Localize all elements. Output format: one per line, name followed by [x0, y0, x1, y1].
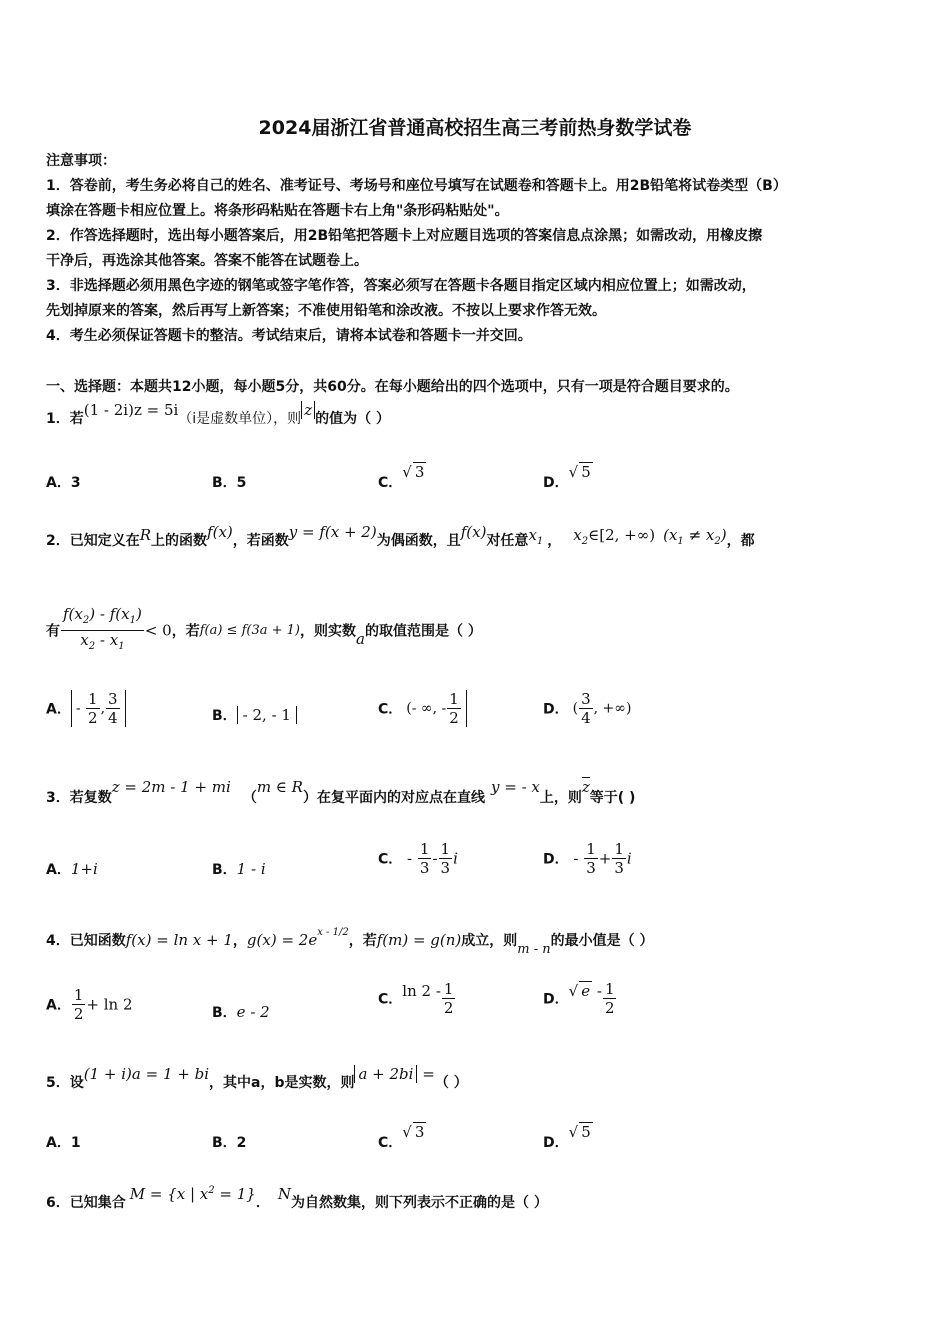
notice-line: 4．考生必须保证答题卡的整洁。考试结束后，请将本试卷和答题卡一并交回。 — [46, 328, 532, 344]
notice-line: 干净后，再选涂其他答案。答案不能答在试题卷上。 — [46, 253, 368, 269]
section-heading: 一、选择题：本题共12小题，每小题5分，共60分。在每小题给出的四个选项中，只有一项是符合题目要求的。 — [46, 379, 739, 395]
q2-condition: 有 $\frac{f(x_2) - f(x_1)}{x_2 - x_1}$ < 0，若f(a) ≤ f(3a + 1)，则实数a的取值范围是（ ） — [46, 605, 482, 656]
question-3: 3．若复数z = 2m - 1 + mi（m ∈ R）在复平面内的对应点在直线y = - x上，则z等于( ) — [46, 778, 636, 806]
q4-option-a[interactable]: A． $\frac{1}{2}$ + ln 2 — [46, 986, 133, 1023]
q1-equation: (1 - 2i)z = 5i — [83, 401, 179, 419]
notice-line: 3．非选择题必须用黑色字迹的钢笔或签字笔作答，答案必须写在答题卡各题目指定区域内相应位置上；如需改动， — [46, 278, 756, 294]
q1-option-b[interactable]: B．5 — [212, 475, 247, 491]
notice-line: 先划掉原来的答案，然后再写上新答案；不准使用铅笔和涂改液。不按以上要求作答无效。 — [46, 303, 606, 319]
question-4: 4．已知函数f(x) = ln x + 1，$g(x) = 2e^{x - 1/2}$，若f(m) = g(n)成立，则m - n的最小值是（ ） — [46, 927, 654, 957]
question-6: 6．已知集合 M = {x | $x^2 = 1$}． N为自然数集，则下列表示不正确的是（ ） — [46, 1185, 548, 1211]
q4-option-b[interactable]: B．e - 2 — [212, 1003, 270, 1021]
notice-heading: 注意事项： — [46, 153, 116, 169]
notice-line: 1．答卷前，考生务必将自己的姓名、准考证号、考场号和座位号填写在试题卷和答题卡上。用2B铅笔将试卷类型（B） — [46, 178, 787, 194]
question-2: 2．已知定义在R上的函数f(x)，若函数y = f(x + 2)为偶函数，且f(x)对任意$x_1$ ， $x_2\in[2$, +∞) $(x_1 \ne x_2)$，都 — [46, 523, 755, 549]
q1-option-c[interactable]: C．√ 3 — [378, 463, 425, 491]
q5-option-b[interactable]: B．2 — [212, 1135, 247, 1151]
exam-title: 2024届浙江省普通高校招生高三考前热身数学试卷 — [258, 117, 692, 139]
q5-option-c[interactable]: C．√ 3 — [378, 1123, 425, 1151]
q5-option-d[interactable]: D．√ 5 — [543, 1123, 591, 1151]
q3-option-d[interactable]: D． - $\frac{1}{3}$ + $\frac{1}{3}$ i — [543, 840, 632, 877]
q1-option-d[interactable]: D．√ 5 — [543, 463, 591, 491]
q4-option-d[interactable]: D．√ e - $\frac{1}{2}$ — [543, 980, 615, 1017]
q2-option-a[interactable]: A． - $\frac{1}{2}$ , $\frac{3}{4}$ — [46, 690, 126, 727]
q2-option-c[interactable]: C． (- ∞, - $\frac{1}{2}$ — [378, 690, 467, 727]
q3-option-b[interactable]: B．1 - i — [212, 860, 266, 878]
q1-modulus: z — [301, 401, 315, 419]
notice-line: 2．作答选择题时，选出每小题答案后，用2B铅笔把答题卡上对应题目选项的答案信息点涂黑；如需改动，用橡皮擦 — [46, 228, 763, 244]
notice-line: 填涂在答题卡相应位置上。将条形码粘贴在答题卡右上角"条形码粘贴处"。 — [46, 203, 509, 219]
q3-option-c[interactable]: C． - $\frac{1}{3}$ - $\frac{1}{3}$ i — [378, 840, 458, 877]
q2-option-b[interactable]: B． - 2, - 1 — [212, 705, 297, 725]
q1-option-a[interactable]: A．3 — [46, 475, 81, 491]
q5-option-a[interactable]: A．1 — [46, 1135, 81, 1151]
question-1: 1．若(1 - 2i)z = 5i（i是虚数单位），则 z 的值为（ ） — [46, 401, 390, 427]
q2-fraction: $\frac{f(x_2) - f(x_1)}{x_2 - x_1}$ — [63, 605, 142, 652]
q2-option-d[interactable]: D． ( $\frac{3}{4}$ , +∞) — [543, 690, 632, 727]
q3-option-a[interactable]: A．1+i — [46, 860, 98, 878]
q4-option-c[interactable]: C．ln 2 - $\frac{1}{2}$ — [378, 980, 454, 1017]
question-5: 5．设(1 + i)a = 1 + bi，其中a，b是实数，则 a + 2bi =（ ） — [46, 1065, 468, 1091]
